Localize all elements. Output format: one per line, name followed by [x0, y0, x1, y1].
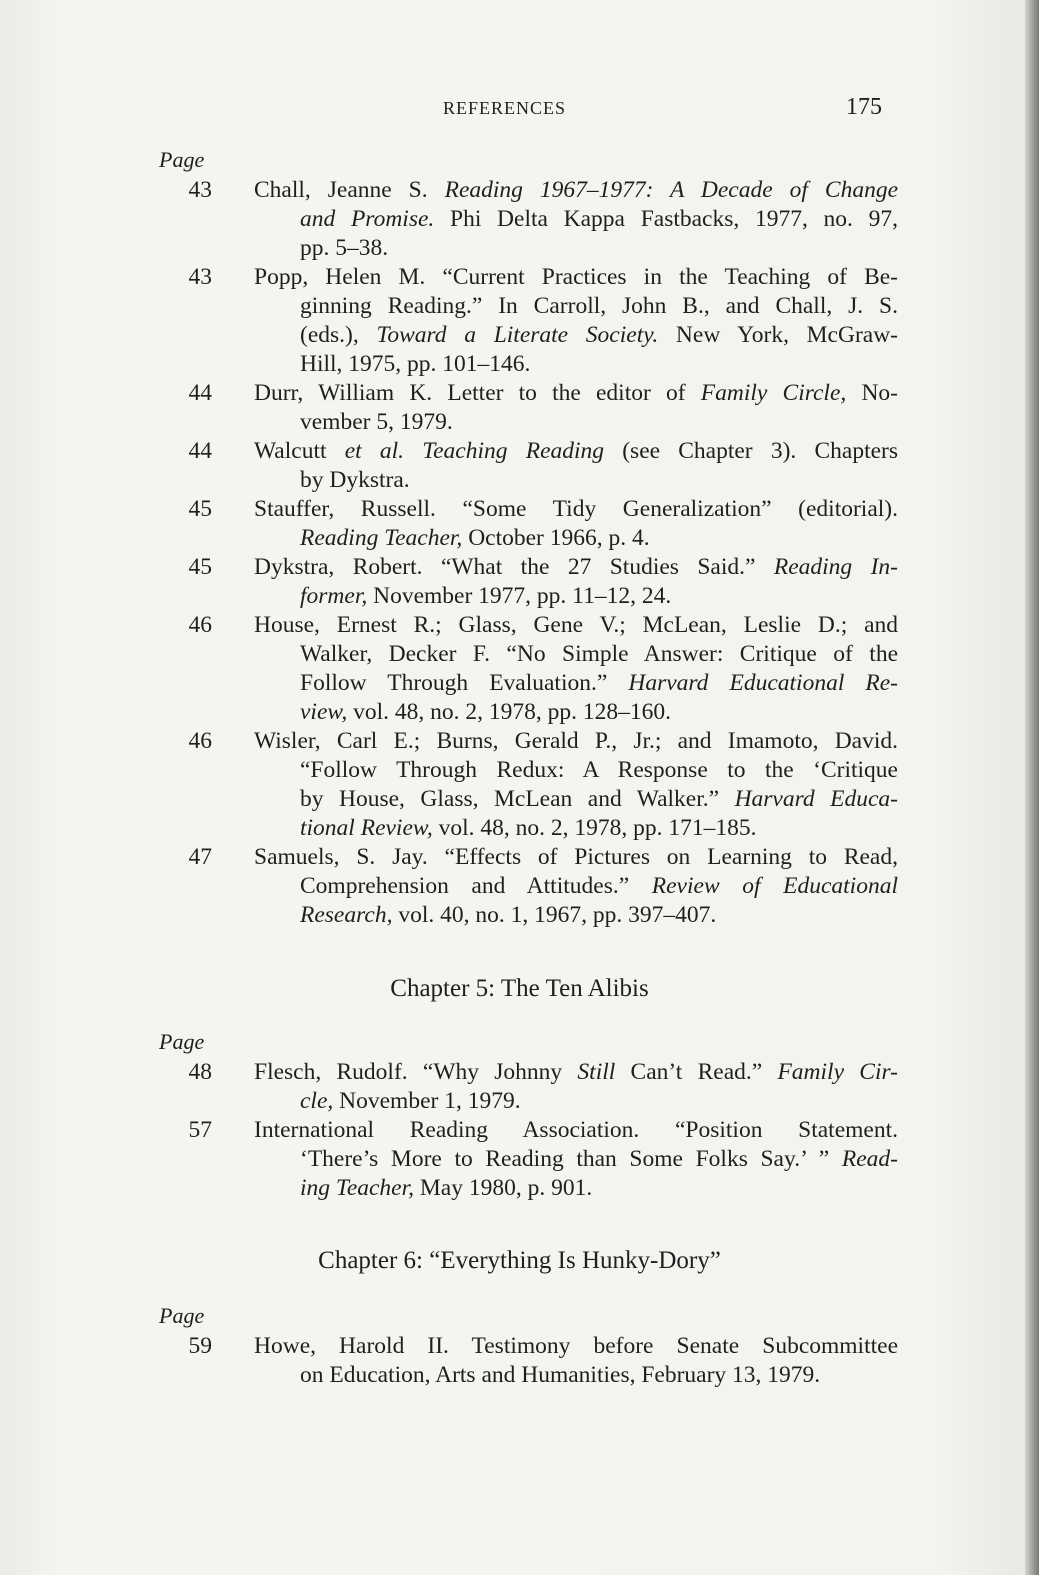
citation-line: [256, 263, 898, 292]
page-ref-number: 46: [188, 612, 212, 638]
citation-line: [256, 611, 898, 640]
italic-title: ing Teacher,: [300, 1175, 415, 1201]
page-ref-number: 44: [188, 380, 212, 406]
citation-run: Comprehension and Attitudes.”: [300, 873, 652, 899]
page-ref-number: 43: [188, 264, 212, 290]
citation-line: [256, 669, 898, 698]
citation-line: [256, 379, 898, 408]
italic-title: Harvard Educational Re-: [628, 670, 898, 696]
citation-run: No-: [846, 380, 898, 406]
citation-run: Flesch, Rudolf. “Why Johnny: [254, 1059, 578, 1085]
citation-run: Phi Delta Kappa Fastbacks, 1977, no. 97,: [434, 206, 898, 232]
citation-run: “Follow Through Redux: A Response to the ‘Critique: [300, 757, 898, 783]
citation-run: November 1977, pp. 11–12, 24.: [367, 583, 672, 609]
page-ref-number: 47: [188, 844, 212, 870]
citation-line: [256, 698, 898, 727]
citation-line: [256, 1087, 898, 1116]
citation-run: Chall, Jeanne S.: [254, 177, 445, 203]
citation-run: Dykstra, Robert. “What the 27 Studies Said.”: [254, 554, 774, 580]
italic-title: Still: [577, 1059, 616, 1085]
italic-title: Family Cir-: [777, 1059, 898, 1085]
citation-run: House, Ernest R.; Glass, Gene V.; McLean, Leslie D.; and: [254, 612, 898, 638]
citation-run: Can’t Read.”: [615, 1059, 778, 1085]
italic-title: Harvard Educa-: [734, 786, 898, 812]
citation-text: [256, 611, 898, 727]
italic-title: Review of Educational: [651, 873, 898, 899]
page-ref-number: 43: [188, 177, 212, 203]
page-ref-number: 57: [188, 1117, 212, 1143]
citation-run: New York, McGraw-: [658, 322, 898, 348]
citation-text: [256, 727, 898, 843]
citation-run: Walker, Decker F. “No Simple Answer: Critique of the: [300, 641, 898, 667]
page-column-label: Page: [159, 1303, 205, 1328]
citation-run: International Reading Association. “Position Statement.: [254, 1117, 898, 1143]
citation-line: [256, 234, 898, 263]
italic-title: et al.: [344, 438, 405, 464]
citation-line: [256, 582, 898, 611]
citation-line: [256, 553, 898, 582]
citation-run: vol. 48, no. 2, 1978, pp. 171–185.: [432, 815, 757, 841]
citation-text: [256, 843, 898, 930]
italic-title: Reading Teacher,: [300, 525, 463, 551]
citation-line: [256, 408, 898, 437]
citation-run: Samuels, S. Jay. “Effects of Pictures on Learning to Read,: [254, 844, 898, 870]
citation-line: [256, 814, 898, 843]
citation-run: Popp, Helen M. “Current Practices in the Teaching of Be-: [254, 264, 898, 290]
citation-line: [256, 1145, 898, 1174]
page-ref-number: 48: [188, 1059, 212, 1085]
citation-line: [256, 437, 898, 466]
citation-line: [256, 901, 898, 930]
citation-text: [256, 495, 898, 553]
citation-run: by House, Glass, McLean and Walker.”: [300, 786, 735, 812]
italic-title: Reading 1967–1977: A Decade of Change: [444, 177, 898, 203]
italic-title: Read-: [841, 1146, 898, 1172]
citation-line: [256, 524, 898, 553]
citation-line: [256, 872, 898, 901]
citation-run: May 1980, p. 901.: [414, 1175, 593, 1201]
citation-run: vol. 48, no. 2, 1978, pp. 128–160.: [347, 699, 671, 725]
citation-line: [256, 466, 898, 495]
page-ref-number: 46: [188, 728, 212, 754]
citation-run: Durr, William K. Letter to the editor of: [254, 380, 701, 406]
citation-line: [256, 1174, 898, 1203]
citation-run: Follow Through Evaluation.”: [300, 670, 629, 696]
citation-text: [256, 1116, 898, 1203]
citation-run: Walcutt: [254, 438, 345, 464]
citation-line: [256, 205, 898, 234]
running-title: REFERENCES: [443, 98, 567, 118]
citation-line: [256, 1058, 898, 1087]
page-ref-number: 45: [188, 496, 212, 522]
citation-line: [256, 321, 898, 350]
citation-run: Wisler, Carl E.; Burns, Gerald P., Jr.; and Imamoto, David.: [254, 728, 898, 754]
italic-title: tional Review,: [300, 815, 433, 841]
page-column-label: Page: [159, 1029, 205, 1054]
citation-text: [256, 263, 898, 379]
citation-run: [404, 438, 422, 464]
page-edge-shadow: [1025, 0, 1039, 1575]
italic-title: view,: [300, 699, 348, 725]
page-number: 175: [846, 94, 882, 120]
citation-run: on Education, Arts and Humanities, February 13, 1979.: [300, 1362, 821, 1388]
chapter-heading: Chapter 5: The Ten Alibis: [390, 975, 649, 1002]
citation-line: [256, 640, 898, 669]
citation-run: Stauffer, Russell. “Some Tidy Generalization” (editorial).: [254, 496, 898, 522]
italic-title: Toward a Literate Society.: [376, 322, 659, 348]
italic-title: Teaching Reading: [422, 438, 605, 464]
citation-line: [256, 1332, 898, 1361]
citation-text: [256, 1058, 898, 1116]
citation-run: ‘There’s More to Reading than Some Folks Say.’ ”: [300, 1146, 842, 1172]
page-ref-number: 59: [188, 1333, 212, 1359]
citation-line: [256, 843, 898, 872]
citation-line: [256, 176, 898, 205]
page-column-label: Page: [159, 147, 205, 172]
page-ref-number: 45: [188, 554, 212, 580]
citation-line: [256, 1361, 898, 1390]
citation-run: pp. 5–38.: [300, 235, 389, 261]
citation-run: by Dykstra.: [300, 467, 410, 493]
italic-title: cle,: [300, 1088, 334, 1114]
citation-text: [256, 1332, 898, 1390]
italic-title: Reading In-: [773, 554, 898, 580]
citation-line: [256, 727, 898, 756]
running-head: [0, 94, 1039, 128]
citation-run: (see Chapter 3). Chapters: [604, 438, 899, 464]
page-ref-number: 44: [188, 438, 212, 464]
citation-line: [256, 292, 898, 321]
citation-run: Hill, 1975, pp. 101–146.: [300, 351, 531, 377]
chapter-heading: Chapter 6: “Everything Is Hunky-Dory”: [318, 1247, 721, 1274]
citation-text: [256, 553, 898, 611]
citation-line: [256, 1116, 898, 1145]
citation-run: (eds.),: [300, 322, 377, 348]
citation-text: [256, 176, 898, 263]
citation-run: November 1, 1979.: [333, 1088, 521, 1114]
citation-run: October 1966, p. 4.: [462, 525, 650, 551]
citation-run: ginning Reading.” In Carroll, John B., and Chall, J. S.: [300, 293, 898, 319]
italic-title: and Promise.: [300, 206, 435, 232]
italic-title: former,: [300, 583, 368, 609]
italic-title: Research,: [300, 902, 393, 928]
citation-line: [256, 495, 898, 524]
citation-text: [256, 437, 898, 495]
citation-run: Howe, Harold II. Testimony before Senate Subcommittee: [254, 1333, 898, 1359]
citation-line: [256, 350, 898, 379]
citation-line: [256, 785, 898, 814]
citation-run: vol. 40, no. 1, 1967, pp. 397–407.: [392, 902, 717, 928]
italic-title: Family Circle,: [700, 380, 847, 406]
citation-text: [256, 379, 898, 437]
citation-line: [256, 756, 898, 785]
citation-run: vember 5, 1979.: [300, 409, 453, 435]
